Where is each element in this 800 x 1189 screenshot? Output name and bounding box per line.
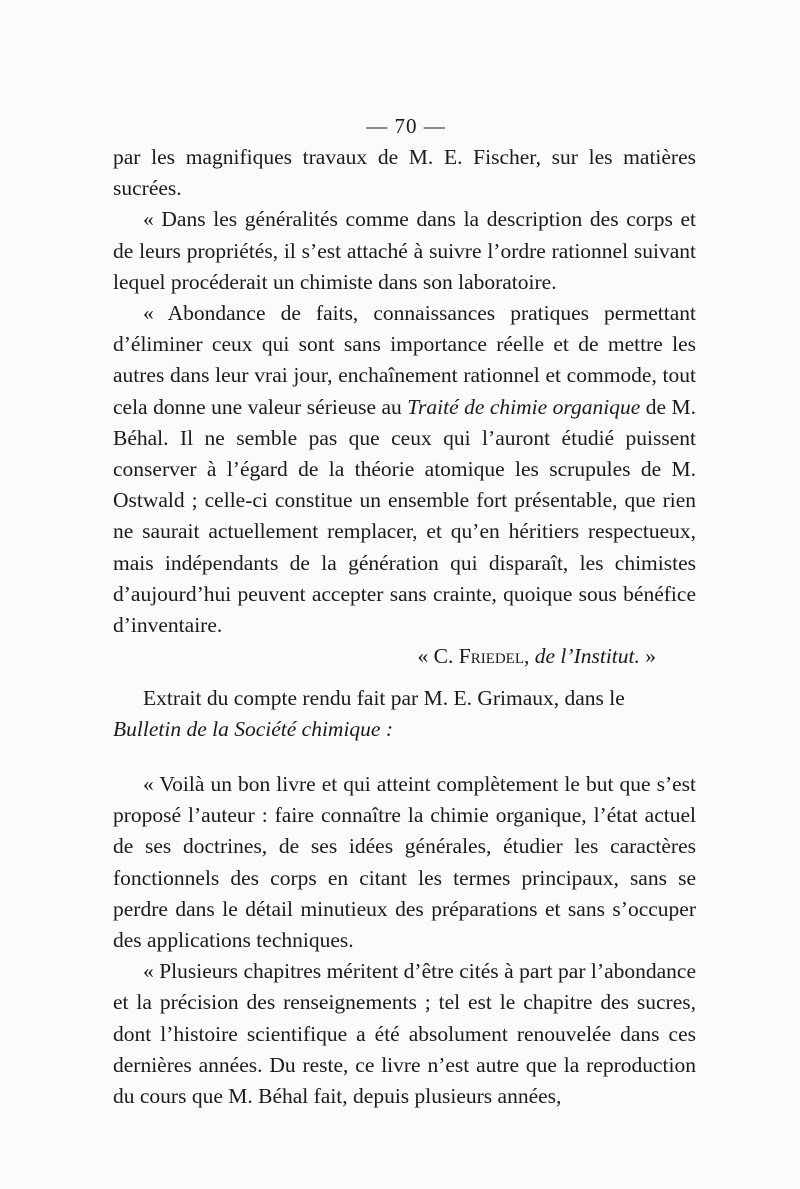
page-number: — 70 —: [366, 114, 446, 138]
review-section-grimaux: [113, 769, 696, 1112]
journal-title: [113, 714, 696, 745]
paragraph-generalites: « Dans les généralités comme dans la description des corps et de leurs propriétés, il s’est attaché à suivre l’ordre rationnel suivant lequel procéderait un chimiste dans son laboratoire.: [113, 207, 696, 294]
signature-friedel: « C. Friedel, de l’Institut. »: [417, 644, 656, 669]
review-section-friedel: [113, 142, 696, 672]
paragraph-plusieurs: « Plusieurs chapitres méritent d’être cités à part par l’abondance et la précision des renseignements ; tel est le chapitre des sucres, dont l’histoire scientifique a été absolument renouvelée dans ces dernières années. Du reste, ce livre n’est autre que la reproduction du cours que M. Béhal fait, depuis plusieurs années,: [113, 959, 696, 1109]
signature-open: « C.: [417, 644, 454, 669]
book-title: Traité de chimie organique: [407, 394, 641, 419]
section-heading-grimaux: [113, 683, 696, 745]
paragraph-abondance-text-1: « Abondance de faits, connaissances pratiques permettant d’éliminer ceux qui sont sans importance réelle et de mettre les autres dans leur vrai jour, enchaînement rationnel et commode, tout cela donne une valeur sérieuse au: [113, 301, 696, 419]
paragraph-continuation: par les magnifiques travaux de M. E. Fischer, sur les matières sucrées.: [113, 145, 696, 201]
signature-title: de l’Institut.: [534, 644, 640, 669]
journal-title-text: Bulletin de la Société chimique :: [113, 717, 394, 742]
paragraph-abondance-text-2: de M. Béhal. Il ne semble pas que ceux qui l’auront étudié puissent conserver à l’égard de la théorie atomique les scrupules de M. Ostwald ; celle-ci constitue un ensemble fort présentable, que rien ne saurait actuellement remplacer, et qu’en héritiers respectueux, mais indépendants de la génération qui disparaît, les chimistes d’aujourd’hui peuvent accepter sans crainte, quoique sous bénéfice d’inventaire.: [113, 394, 696, 638]
extract-intro: Extrait du compte rendu fait par M. E. Grimaux, dans le: [143, 686, 625, 710]
signature-name: Friedel: [458, 644, 525, 669]
paragraph-voila: « Voilà un bon livre et qui atteint complètement le but que s’est proposé l’auteur : faire connaître la chimie organique, l’état actuel de ses doctrines, de ses idées générales, étudier les caractères fonctionnels des corps en citant les termes principaux, sans se perdre dans le détail minutieux des préparations et sans s’occuper des applications techniques.: [113, 772, 696, 953]
paragraph-abondance: [113, 298, 696, 641]
signature-close: »: [645, 644, 656, 669]
